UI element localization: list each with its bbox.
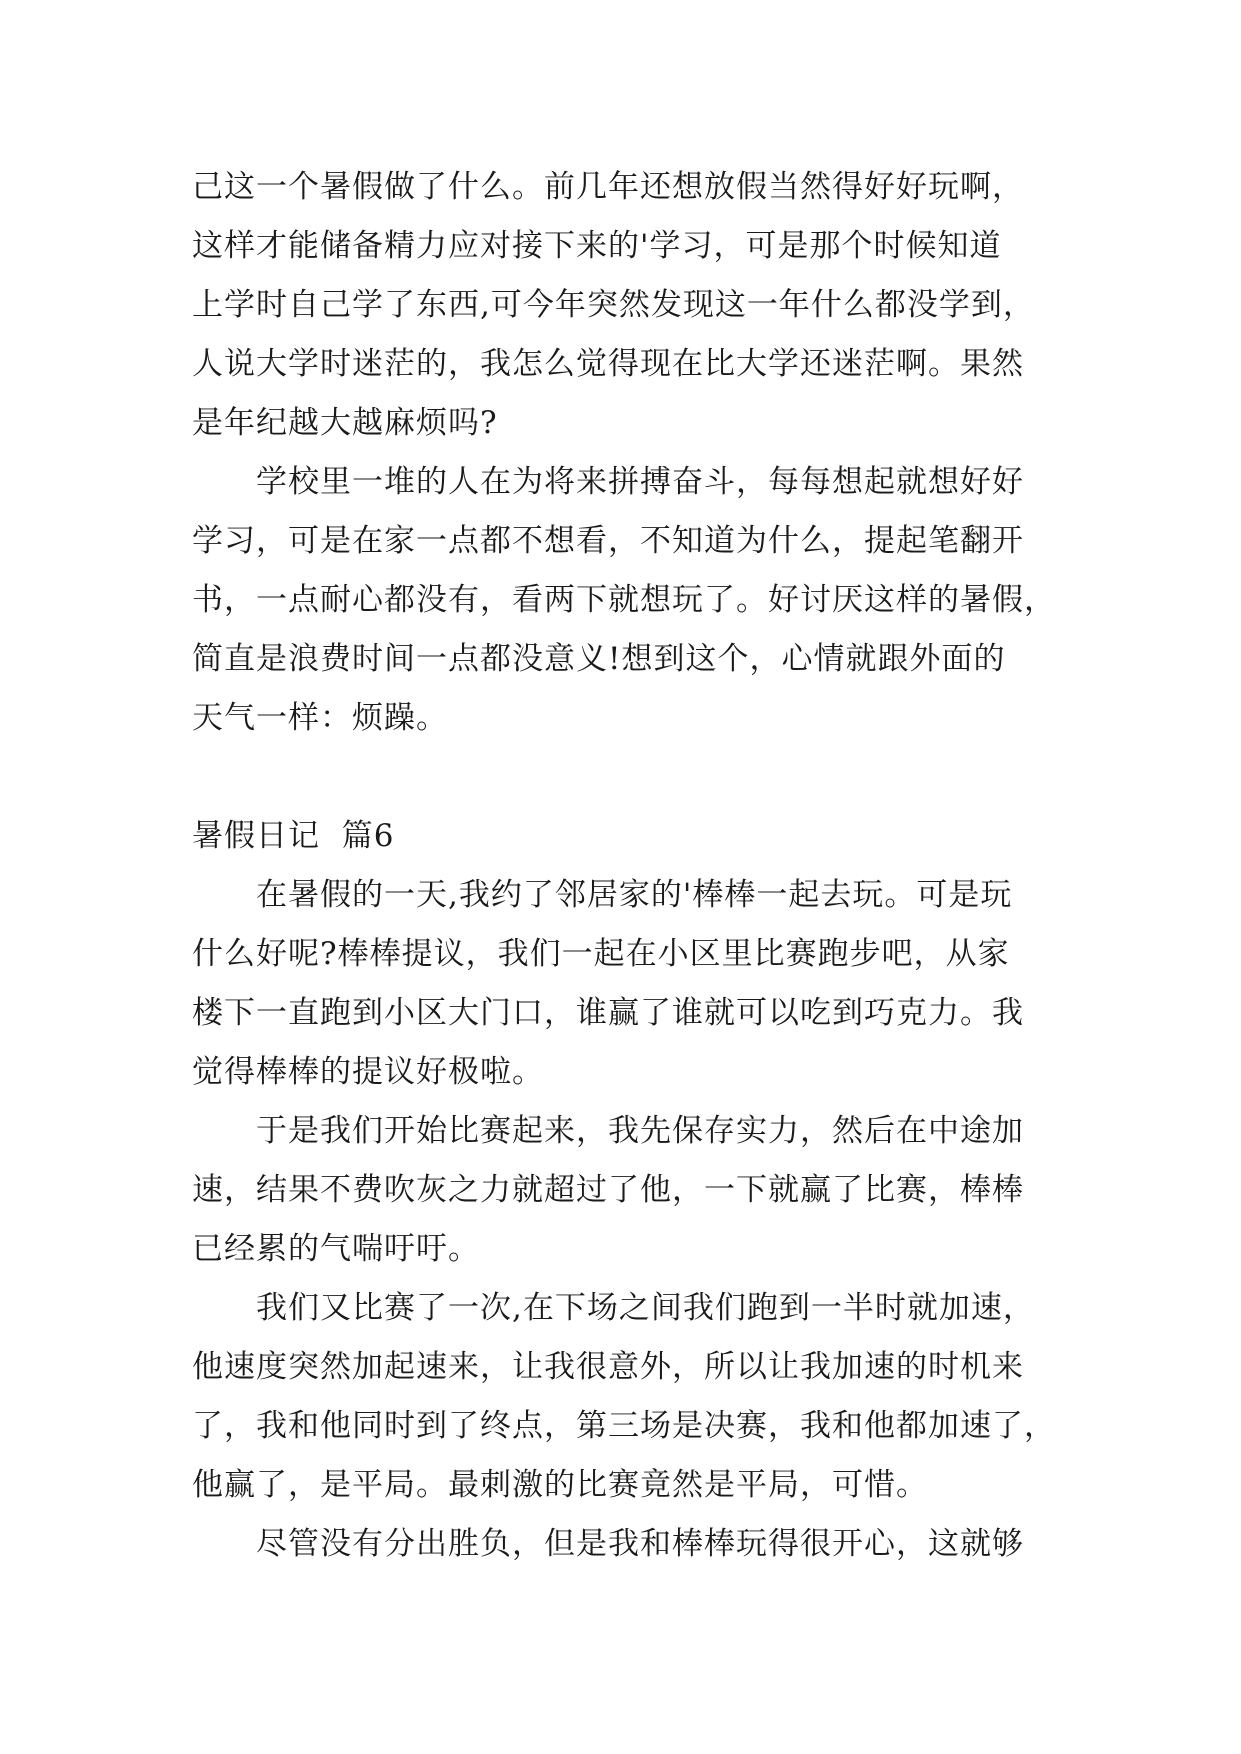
paragraph-4 bbox=[192, 1102, 1092, 1279]
text-line: 他速度突然加起速来，让我很意外，所以让我加速的时机来 bbox=[192, 1349, 1024, 1385]
text-line: 尽管没有分出胜负，但是我和棒棒玩得很开心，这就够 bbox=[256, 1526, 1024, 1562]
text-line: 于是我们开始比赛起来，我先保存实力，然后在中途加 bbox=[256, 1113, 1024, 1149]
text-line: 学习，可是在家一点都不想看，不知道为什么，提起笔翻开 bbox=[192, 523, 1024, 559]
text-line: 速，结果不费吹灰之力就超过了他，一下就赢了比赛，棒棒 bbox=[192, 1172, 1024, 1208]
paragraph-6 bbox=[192, 1515, 1092, 1574]
text-line: 简直是浪费时间一点都没意义!想到这个，心情就跟外面的 bbox=[192, 641, 1006, 677]
text-line: 学校里一堆的人在为将来拼搏奋斗，每每想起就想好好 bbox=[256, 464, 1024, 500]
text-line: 己这一个暑假做了什么。前几年还想放假当然得好好玩啊， bbox=[192, 169, 1024, 205]
paragraph-2 bbox=[192, 453, 1092, 748]
text-line: 书，一点耐心都没有，看两下就想玩了。好讨厌这样的暑假， bbox=[192, 582, 1056, 618]
text-line: 楼下一直跑到小区大门口，谁赢了谁就可以吃到巧克力。我 bbox=[192, 995, 1024, 1031]
text-line: 在暑假的一天,我约了邻居家的'棒棒一起去玩。可是玩 bbox=[256, 877, 1013, 913]
text-line: 已经累的气喘吁吁。 bbox=[192, 1231, 480, 1267]
paragraph-5 bbox=[192, 1279, 1092, 1515]
section-title: 暑假日记 篇6 bbox=[192, 818, 395, 854]
text-line: 我们又比赛了一次,在下场之间我们跑到一半时就加速， bbox=[256, 1290, 1035, 1326]
text-line: 了，我和他同时到了终点，第三场是决赛，我和他都加速了， bbox=[192, 1408, 1056, 1444]
text-line: 他赢了，是平局。最刺激的比赛竟然是平局，可惜。 bbox=[192, 1467, 928, 1503]
paragraph-1 bbox=[192, 158, 1092, 453]
section-gap bbox=[192, 748, 1092, 807]
text-line: 人说大学时迷茫的，我怎么觉得现在比大学还迷茫啊。果然 bbox=[192, 346, 1024, 382]
text-line: 觉得棒棒的提议好极啦。 bbox=[192, 1054, 544, 1090]
text-line: 是年纪越大越麻烦吗? bbox=[192, 405, 498, 441]
paragraph-3 bbox=[192, 866, 1092, 1102]
text-line: 这样才能储备精力应对接下来的'学习，可是那个时候知道 bbox=[192, 228, 1002, 264]
text-line: 什么好呢?棒棒提议，我们一起在小区里比赛跑步吧，从家 bbox=[192, 936, 1010, 972]
text-line: 上学时自己学了东西,可今年突然发现这一年什么都没学到， bbox=[192, 287, 1035, 323]
text-line: 天气一样：烦躁。 bbox=[192, 700, 448, 736]
document-body bbox=[192, 158, 1092, 1574]
